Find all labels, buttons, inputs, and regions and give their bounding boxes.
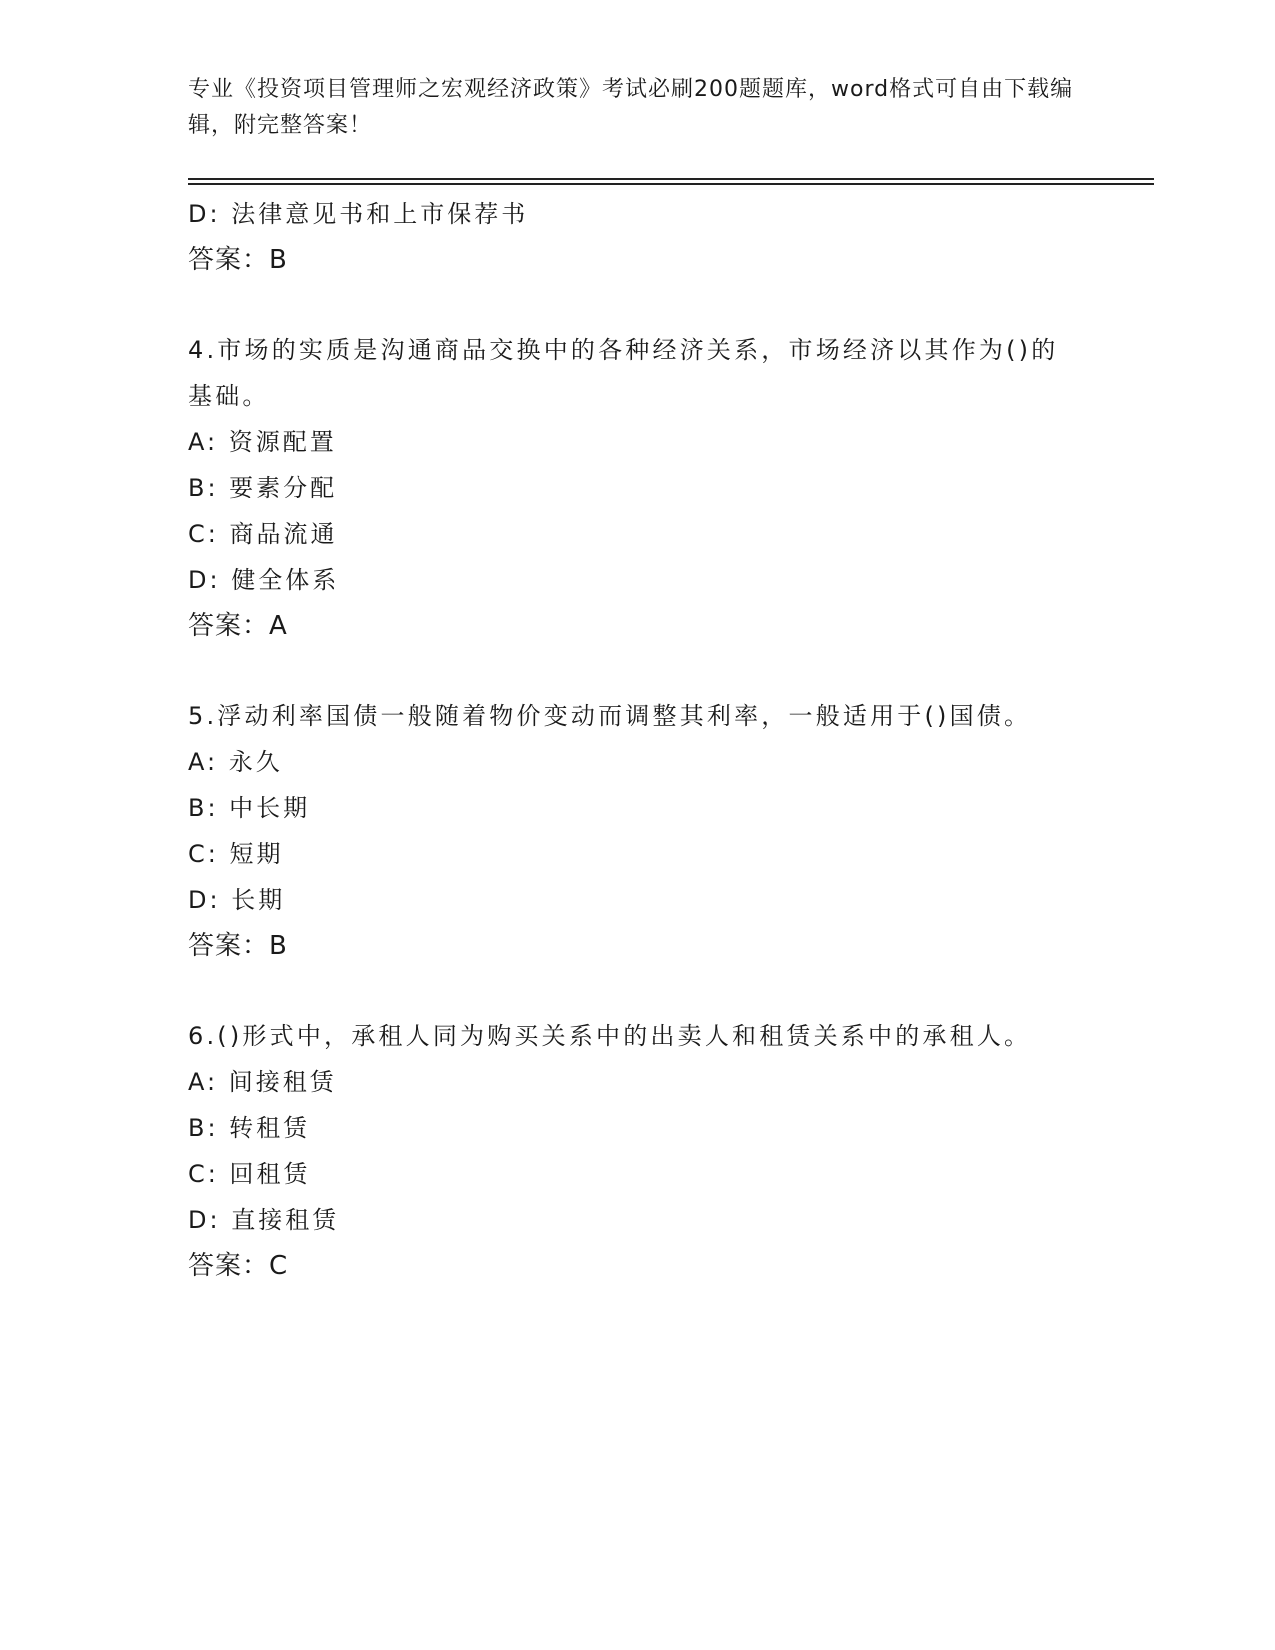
header-rule-bottom xyxy=(188,183,1154,185)
option-a: A: 间接租赁 xyxy=(188,1068,337,1096)
question-stem: 6.()形式中，承租人同为购买关系中的出卖人和租赁关系中的承租人。 xyxy=(188,1022,1032,1050)
answer-line: 答案：A xyxy=(188,611,288,641)
question-stem: 4.市场的实质是沟通商品交换中的各种经济关系，市场经济以其作为()的基础。 xyxy=(188,336,1059,410)
question-block xyxy=(188,1013,1088,1289)
option-d: D: 法律意见书和上市保荐书 xyxy=(188,200,529,228)
option-d: D: 直接租赁 xyxy=(188,1206,340,1234)
option-b: B: 中长期 xyxy=(188,794,311,822)
answer-line: 答案：B xyxy=(188,245,288,275)
answer-line: 答案：B xyxy=(188,931,288,961)
document-header: 专业《投资项目管理师之宏观经济政策》考试必刷200题题库，word格式可自由下载编辑，附完整答案！ xyxy=(188,77,1074,138)
header-rule-top xyxy=(188,178,1154,180)
option-b: B: 要素分配 xyxy=(188,474,338,502)
option-b: B: 转租赁 xyxy=(188,1114,311,1142)
option-c: C: 短期 xyxy=(188,840,284,868)
question-block xyxy=(188,693,1088,969)
option-a: A: 资源配置 xyxy=(188,428,337,456)
option-d: D: 健全体系 xyxy=(188,566,340,594)
question-list xyxy=(188,191,1088,1289)
option-d: D: 长期 xyxy=(188,886,286,914)
question-stem: 5.浮动利率国债一般随着物价变动而调整其利率，一般适用于()国债。 xyxy=(188,702,1032,730)
option-c: C: 商品流通 xyxy=(188,520,338,548)
option-a: A: 永久 xyxy=(188,748,283,776)
question-block xyxy=(188,327,1088,649)
answer-line: 答案：C xyxy=(188,1251,289,1281)
option-c: C: 回租赁 xyxy=(188,1160,311,1188)
